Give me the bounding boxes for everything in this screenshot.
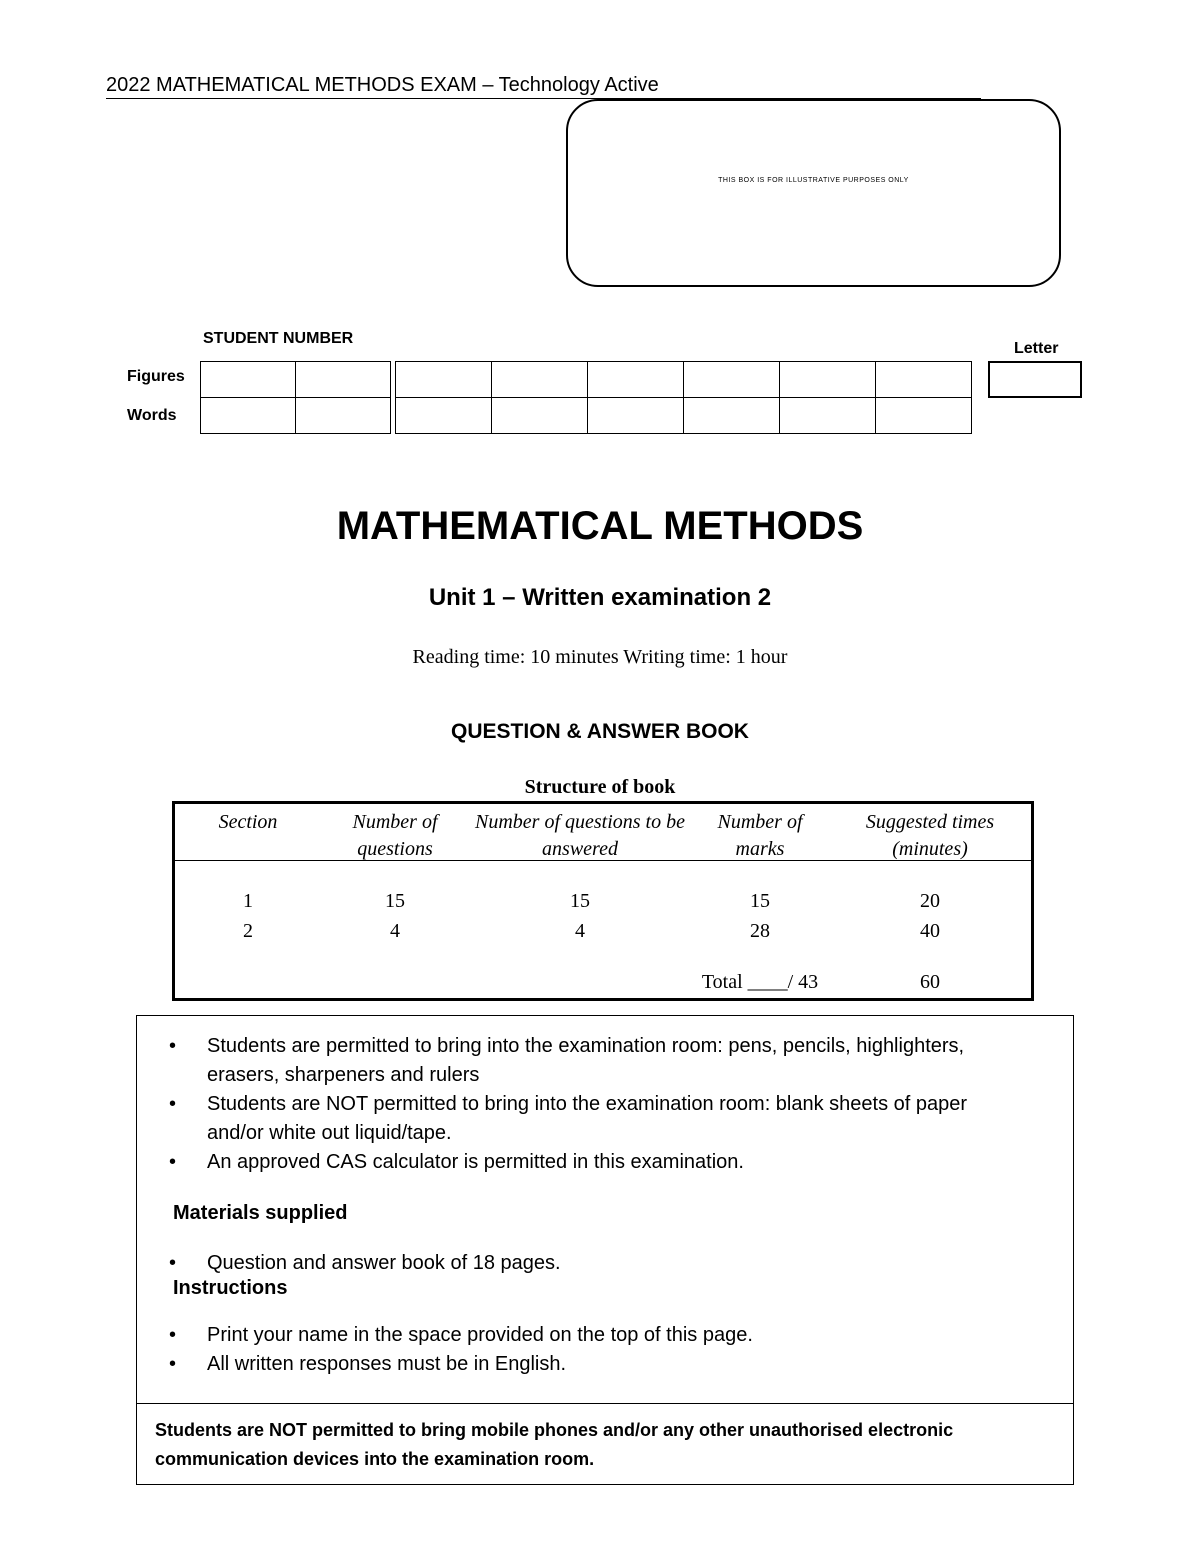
structure-title: Structure of book (524, 776, 676, 798)
word-box[interactable] (396, 398, 492, 434)
instructions-list (169, 1321, 1019, 1379)
figure-box[interactable] (296, 362, 391, 398)
word-box[interactable] (492, 398, 588, 434)
figure-box[interactable] (780, 362, 876, 398)
header-number-of-questions: Number of questions (352, 811, 438, 860)
list-item: • Students are permitted to bring into the examination room: pens, pencils, highlighters, erasers, sharpeners and rulers (169, 1032, 1019, 1090)
word-box[interactable] (780, 398, 876, 434)
illustrative-label-box (566, 99, 1061, 287)
list-item: • All written responses must be in English. (169, 1350, 1019, 1379)
header-section: Section (218, 811, 278, 833)
header-suggested-times: Suggested times (minutes) (865, 811, 995, 860)
table-cell: 4 (575, 920, 585, 942)
figure-box[interactable] (201, 362, 296, 398)
exam-header: 2022 MATHEMATICAL METHODS EXAM – Technology Active (106, 74, 659, 96)
word-box[interactable] (588, 398, 684, 434)
list-item: • Question and answer book of 18 pages. (169, 1249, 1019, 1278)
list-item: • Print your name in the space provided on the top of this page. (169, 1321, 1019, 1350)
list-item: • Students are NOT permitted to bring into the examination room: blank sheets of paper and/or white out liquid/tape. (169, 1090, 1019, 1148)
figure-box[interactable] (396, 362, 492, 398)
figure-box[interactable] (876, 362, 972, 398)
divider (137, 1403, 1073, 1404)
word-box[interactable] (876, 398, 972, 434)
figure-box[interactable] (684, 362, 780, 398)
page-title: MATHEMATICAL METHODS (336, 504, 864, 548)
figure-box[interactable] (588, 362, 684, 398)
warning-text: Students are NOT permitted to bring mobile phones and/or any other unauthorised electronic communication devices into the examination room. (155, 1420, 954, 1469)
student-number-grid-prefix (200, 361, 391, 434)
materials-heading: Materials supplied (173, 1202, 348, 1224)
word-box[interactable] (296, 398, 391, 434)
table-cell: 15 (750, 890, 770, 912)
table-cell: 4 (390, 920, 400, 942)
table-cell: 15 (385, 890, 405, 912)
table-cell: 28 (750, 920, 770, 942)
instructions-heading: Instructions (173, 1277, 288, 1299)
permitted-items-list (169, 1032, 1019, 1177)
header-rule (175, 860, 1031, 861)
table-cell: 40 (920, 920, 940, 942)
table-cell: 1 (243, 890, 253, 912)
student-number-heading: STUDENT NUMBER (203, 330, 354, 347)
instructions-box (136, 1015, 1074, 1485)
materials-list (169, 1249, 1019, 1278)
letter-box[interactable] (988, 361, 1082, 398)
word-box[interactable] (201, 398, 296, 434)
label-box-text: THIS BOX IS FOR ILLUSTRATIVE PURPOSES ONLY (718, 177, 909, 184)
letter-label: Letter (1014, 340, 1059, 357)
header-questions-to-answer: Number of questions to be answered (475, 811, 685, 860)
table-cell: 20 (920, 890, 940, 912)
header-number-of-marks: Number of marks (717, 811, 803, 860)
book-title: QUESTION & ANSWER BOOK (451, 720, 749, 743)
table-cell: 15 (570, 890, 590, 912)
page-subtitle: Unit 1 – Written examination 2 (428, 584, 772, 611)
table-cell: 2 (243, 920, 253, 942)
word-box[interactable] (684, 398, 780, 434)
total-time: 60 (920, 971, 940, 993)
student-number-grid-main (395, 361, 972, 434)
figures-row-label: Figures (127, 368, 185, 385)
total-label: Total ____/ 43 (701, 971, 819, 993)
structure-table (172, 801, 1034, 1001)
words-row-label: Words (127, 407, 177, 424)
list-item: • An approved CAS calculator is permitted in this examination. (169, 1148, 1019, 1177)
figure-box[interactable] (492, 362, 588, 398)
exam-times: Reading time: 10 minutes Writing time: 1 hour (412, 646, 788, 668)
